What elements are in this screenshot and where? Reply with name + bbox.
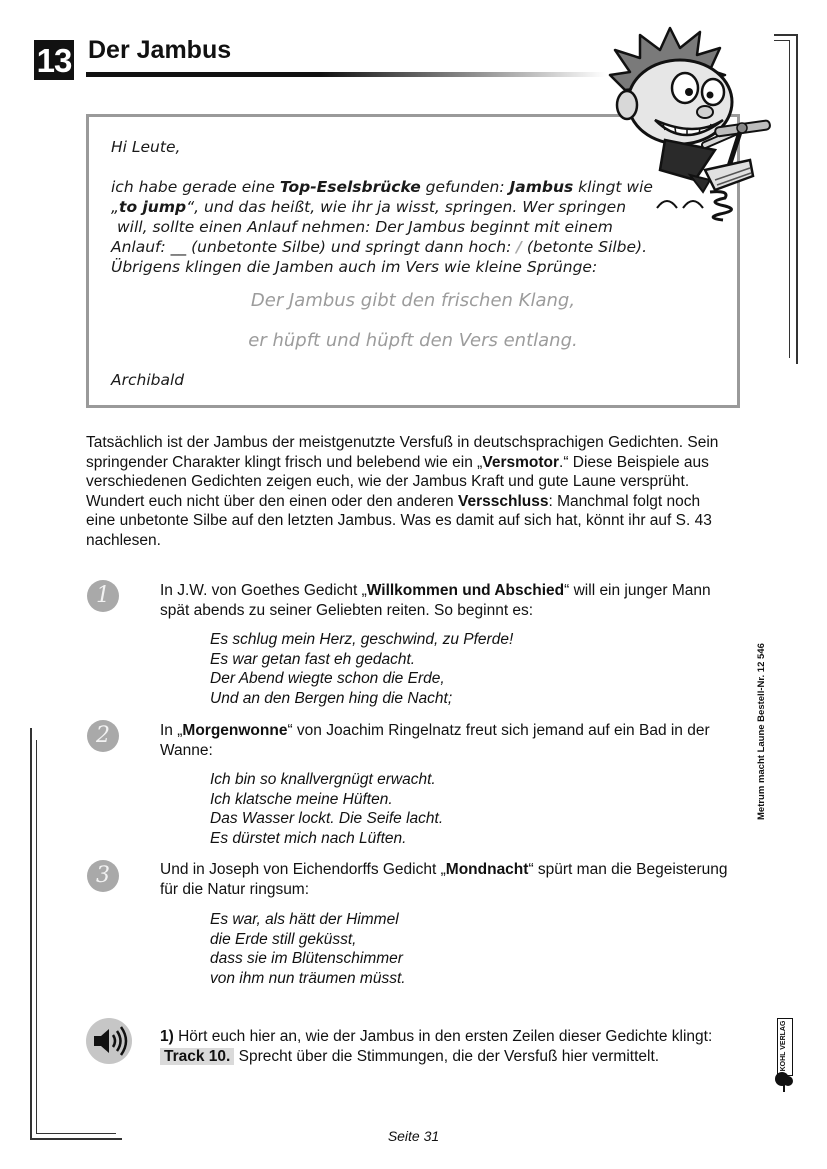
intro-line: Tatsächlich ist der Jambus der meistgenutzte Versfuß in deutschsprachigen Gedichten. Sein [86,434,719,451]
item-line: für die Natur ringsum: [160,880,310,898]
letter-text: ich habe gerade eine [111,178,280,196]
page-title: Der Jambus [88,36,232,64]
publisher-logo [772,1018,796,1094]
item-text-part: “ spürt man die Begeisterung [528,861,728,878]
item-text-part: “ will ein junger Mann [564,582,711,599]
poem-title: Willkommen und Abschied [366,582,565,599]
chapter-number-badge: 13 [34,40,74,80]
title-underline [86,72,606,77]
letter-line-2 [111,197,626,217]
intro-text: springender Charakter klingt frisch und belebend wie ein „ [86,453,483,471]
intro-line: verschiedenen Gedichten zeigen euch, wie der Jambus Kraft und gute Laune versprüht. [86,473,690,491]
letter-line-1 [111,177,653,197]
audio-track-label[interactable]: Track 10. [160,1048,234,1065]
item-text [160,581,711,620]
keyword-eselsbruecke: Top-Eselsbrücke [279,178,421,196]
item-number-circle: 2 [87,720,119,752]
letter-text: Anlauf: [111,238,171,256]
letter-line-4 [111,237,647,257]
intro-line [86,492,746,512]
audio-speaker-icon[interactable] [86,1018,132,1064]
item-text-part: In „ [160,722,183,739]
poem-title: Morgenwonne [182,722,288,739]
item-line [160,860,727,880]
side-product-info: Metrum macht Laune Bestell-Nr. 12 546 [756,643,767,820]
item-line: spät abends zu seiner Geliebten reiten. So beginnt es: [160,601,534,619]
letter-poem-line-2: er hüpft und hüpft den Vers entlang. [248,330,578,351]
intro-text: .“ Diese Beispiele aus [559,453,709,471]
intro-line [86,453,746,473]
item-line [160,581,711,601]
keyword-to-jump: to jump [119,198,187,216]
letter-text: “, und das heißt, wie ihr ja wisst, springen. Wer springen [186,198,627,216]
verse-line: Und an den Bergen hing die Nacht; [210,689,453,707]
item-text-part: Und in Joseph von Eichendorffs Gedicht „ [160,861,446,878]
intro-line: eine unbetonte Silbe auf den letzten Jambus. Was es damit auf sich hat, könnt ihr auf S. 43 [86,512,712,530]
verse-line: Ich klatsche meine Hüften. [210,790,393,808]
verse-line: die Erde still geküsst, [210,930,357,948]
task-text [160,1027,712,1066]
verse-line: Es schlug mein Herz, geschwind, zu Pferde! [210,631,514,648]
frame-line-top-right-v2 [789,40,790,358]
verse-line: Der Abend wiegte schon die Erde, [210,670,445,688]
item-text [160,721,710,760]
item-line: Wanne: [160,741,213,759]
letter-greeting: Hi Leute, [111,138,181,156]
frame-line-bottom-left-v [30,728,32,1140]
letter-line-3: will, sollte einen Anlauf nehmen: Der Jambus beginnt mit einem [117,218,613,236]
letter-text: klingt wie [573,178,653,196]
frame-line-bottom-left-v2 [36,740,37,1133]
item-number-circle: 1 [87,580,119,612]
intro-text: : Manchmal folgt noch [548,492,701,510]
poem-excerpt [210,770,443,848]
letter-signature: Archibald [111,371,185,389]
letter-text: (unbetonte Silbe) und springt dann hoch: [186,238,517,256]
verse-line: Es war getan fast eh gedacht. [210,650,416,668]
tree-logo-icon [772,1070,796,1092]
item-line [160,721,710,741]
letter-poem-line-1: Der Jambus gibt den frischen Klang, [250,290,576,311]
poem-title: Mondnacht [445,861,529,878]
verse-line: Das Wasser lockt. Die Seife lacht. [210,810,444,828]
verse-line: Es dürstet mich nach Lüften. [210,829,407,847]
keyword-versmotor: Versmotor [482,453,560,471]
verse-line: dass sie im Blütenschimmer [210,950,403,968]
item-number-circle: 3 [87,860,119,892]
intro-line: nachlesen. [86,531,161,549]
verse-line: Ich bin so knallvergnügt erwacht. [210,771,436,788]
speaker-icon [86,1018,132,1064]
task-line [160,1027,712,1047]
verse-line: von ihm nun träumen müsst. [210,969,406,987]
item-text-part: “ von Joachim Ringelnatz freut sich jemand auf ein Bad in der [287,722,710,739]
publisher-name: KOHL VERLAG [780,1020,787,1072]
keyword-jambus: Jambus [509,178,574,196]
verse-line: Es war, als hätt der Himmel [210,911,399,928]
task-line [160,1047,712,1067]
item-text [160,860,727,899]
letter-text: (betonte Silbe). [521,238,648,256]
stressed-symbol: / [516,238,522,256]
letter-text: „ [111,198,120,216]
poem-excerpt [210,910,406,988]
page-number: Seite 31 [387,1128,440,1144]
frame-line-top-right-v [796,34,798,364]
intro-paragraph [86,433,746,551]
letter-text: gefunden: [420,178,510,196]
archibald-cartoon-illustration [605,20,785,225]
task-number: 1) [160,1028,174,1045]
poem-excerpt [210,630,513,708]
task-text-part: Hört euch hier an, wie der Jambus in den ersten Zeilen dieser Gedichte klingt: [173,1028,713,1045]
item-text-part: In J.W. von Goethes Gedicht „ [160,582,367,599]
keyword-versschluss: Versschluss [458,492,549,510]
letter-line-5: Übrigens klingen die Jamben auch im Vers wie kleine Sprünge: [111,258,598,276]
unstressed-symbol: __ [170,238,187,256]
intro-text: Wundert euch nicht über den einen oder den anderen [86,492,458,510]
task-text-part: Sprecht über die Stimmungen, die der Versfuß hier vermittelt. [234,1047,660,1065]
